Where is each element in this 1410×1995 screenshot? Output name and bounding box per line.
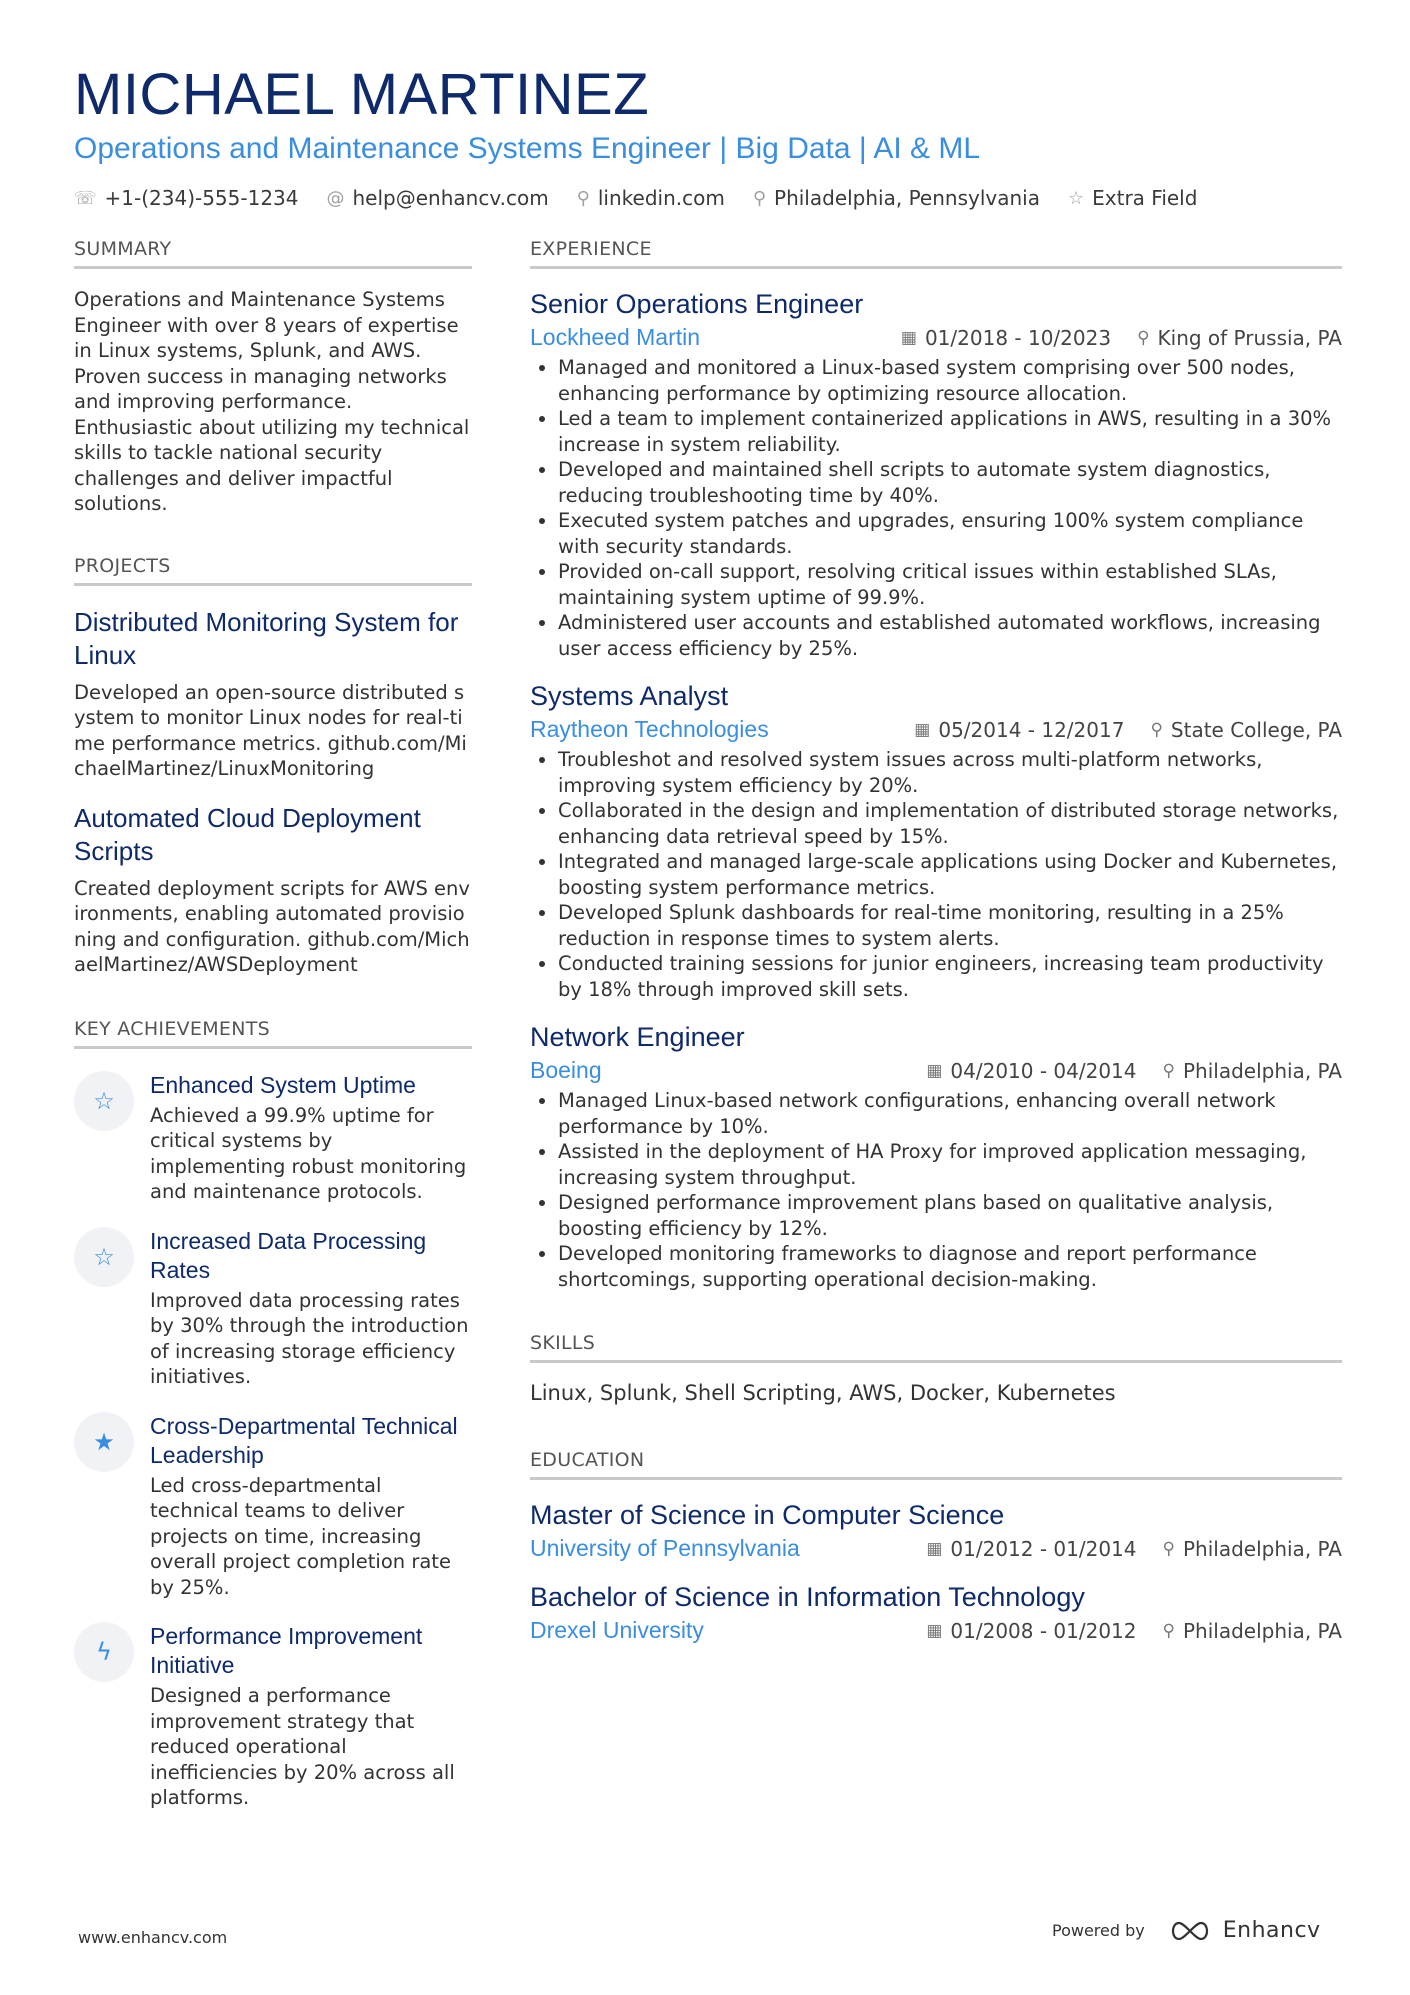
section-title-achievements: KEY ACHIEVEMENTS: [74, 1018, 472, 1049]
job-location: [1137, 326, 1342, 350]
project-desc-text: Developed an open-source distributed system to monitor Linux nodes for real-time performance metrics.: [74, 680, 465, 755]
project-link[interactable]: github.com/MichaelMartinez/AWSDeployment: [74, 927, 470, 976]
candidate-name: MICHAEL MARTINEZ: [74, 62, 650, 127]
achievement-body: [150, 1227, 472, 1390]
job-dates: [901, 326, 1111, 350]
achievement-description: Designed a performance improvement strategy that reduced operational inefficiencies by 20% across all platforms.: [150, 1684, 455, 1809]
project-desc-text: Created deployment scripts for AWS environments, enabling automated provisioning and configuration.: [74, 876, 470, 951]
skills-text: Linux, Splunk, Shell Scripting, AWS, Docker, Kubernetes: [530, 1381, 1116, 1405]
star-icon: ☆: [1067, 187, 1085, 209]
contact-item[interactable]: [577, 186, 725, 210]
bullet-item: • Designed performance improvement plans based on qualitative analysis, boosting efficiency by 12%.: [558, 1190, 1342, 1241]
bullet-item: • Executed system patches and upgrades, ensuring 100% system compliance with security standards.: [558, 508, 1342, 559]
education-meta-right: [926, 1537, 1342, 1561]
project-description: [74, 876, 472, 978]
footer-website[interactable]: www.enhancv.com: [78, 1928, 228, 1947]
bullet-item: • Managed Linux-based network configurations, enhancing overall network performance by 10%.: [558, 1088, 1342, 1139]
two-column-body: [74, 238, 1344, 1811]
education-section: [530, 1449, 1342, 1644]
projects-section: [74, 555, 472, 978]
job-meta: [530, 324, 1342, 351]
left-column: [74, 238, 472, 1811]
education-location: [1163, 1619, 1342, 1643]
contact-text: Extra Field: [1092, 186, 1198, 210]
skills-section: [530, 1332, 1342, 1405]
link-icon: ⚲: [576, 187, 590, 209]
location-pin-icon: ⚲: [1137, 327, 1150, 348]
degree-title: Master of Science in Computer Science: [530, 1500, 1005, 1530]
achievements-section: [74, 1018, 472, 1811]
education-meta-right: [926, 1619, 1342, 1643]
section-title-summary: SUMMARY: [74, 238, 472, 269]
star-outline-icon: ☆: [74, 1227, 134, 1287]
achievement-title: Cross-Departmental Technical Leadership: [150, 1412, 458, 1468]
location-pin-icon: ⚲: [1162, 1538, 1175, 1559]
education-entry: [530, 1498, 1342, 1562]
summary-text: Operations and Maintenance Systems Engineer with over 8 years of expertise in Linux systems, Splunk, and AWS. Proven success in managing networks and improving performance. Enthusiastic about utilizing my technical skills to tackle national security challenges and deliver impactful solutions.: [74, 288, 470, 515]
job-dates-text: 01/2018 - 10/2023: [924, 325, 1112, 350]
location-pin-icon: ⚲: [1150, 719, 1163, 740]
section-title-projects: PROJECTS: [74, 555, 472, 586]
project-description: [74, 680, 472, 782]
contact-text: linkedin.com: [597, 186, 725, 210]
job-bullets: [530, 1088, 1342, 1292]
project-link[interactable]: github.com/MichaelMartinez/LinuxMonitoring: [74, 731, 467, 780]
headline: Operations and Maintenance Systems Engineer | Big Data | AI & ML: [74, 132, 981, 165]
calendar-icon: ▦: [926, 1620, 943, 1641]
location-pin-icon: ⚲: [1162, 1060, 1175, 1081]
job-location: [1163, 1059, 1342, 1083]
achievement-body: [150, 1622, 472, 1811]
education-location-text: Philadelphia, PA: [1182, 1618, 1342, 1643]
achievement-description: Led cross-departmental technical teams to deliver projects on time, increasing overall project completion rate by 25%.: [150, 1473, 451, 1599]
education-location-text: Philadelphia, PA: [1182, 1536, 1342, 1561]
job-meta-right: [926, 1059, 1342, 1083]
job-meta: [530, 1057, 1342, 1084]
brand-name: Enhancv: [1222, 1918, 1321, 1943]
achievement-item: [74, 1412, 472, 1601]
project-item: [74, 606, 472, 782]
job-dates: [914, 718, 1124, 742]
experience-section: [530, 238, 1342, 1292]
job-title: Systems Analyst: [530, 681, 729, 711]
contact-text: +1-(234)-555-1234: [104, 186, 299, 210]
achievement-description: Improved data processing rates by 30% through the introduction of increasing storage efficiency initiatives.: [150, 1288, 469, 1388]
star-filled-icon: ★: [74, 1412, 134, 1472]
job-entry: [530, 1020, 1342, 1292]
infinity-logo-icon: [1167, 1919, 1213, 1943]
summary-section: [74, 238, 472, 517]
footer-powered: [1052, 1918, 1321, 1943]
achievement-body: [150, 1071, 472, 1205]
job-meta-right: [914, 718, 1342, 742]
location-icon: ⚲: [752, 187, 767, 209]
bullet-item: • Assisted in the deployment of HA Proxy for improved application messaging, increasing system throughput.: [558, 1139, 1342, 1190]
section-title-experience: EXPERIENCE: [530, 238, 1342, 269]
achievement-title: Enhanced System Uptime: [150, 1071, 416, 1098]
bullet-item: • Administered user accounts and established automated workflows, increasing user access efficiency by 25%.: [558, 610, 1342, 661]
right-column: [530, 238, 1342, 1811]
job-dates-text: 05/2014 - 12/2017: [938, 717, 1125, 742]
education-meta: [530, 1535, 1342, 1562]
contact-item[interactable]: [74, 186, 299, 210]
bullet-item: • Conducted training sessions for junior engineers, increasing team productivity by 18% through improved skill sets.: [558, 951, 1342, 1002]
at-icon: @: [326, 187, 345, 209]
contact-item[interactable]: [327, 186, 549, 210]
bullet-item: • Developed and maintained shell scripts to automate system diagnostics, reducing troubleshooting time by 40%.: [558, 457, 1342, 508]
calendar-icon: ▦: [914, 719, 931, 740]
job-dates: [926, 1059, 1136, 1083]
lightning-icon: ϟ: [74, 1622, 134, 1682]
job-location-text: Philadelphia, PA: [1182, 1058, 1342, 1083]
section-title-skills: SKILLS: [530, 1332, 1342, 1363]
job-location-text: State College, PA: [1170, 717, 1342, 742]
location-pin-icon: ⚲: [1162, 1620, 1175, 1641]
job-dates-text: 04/2010 - 04/2014: [950, 1058, 1137, 1083]
calendar-icon: ▦: [900, 327, 917, 348]
calendar-icon: ▦: [926, 1538, 943, 1559]
project-item: [74, 802, 472, 978]
education-dates: [926, 1619, 1136, 1643]
contact-item[interactable]: [753, 186, 1040, 210]
bullet-item: • Troubleshot and resolved system issues across multi-platform networks, improving system efficiency by 20%.: [558, 747, 1342, 798]
achievement-item: [74, 1071, 472, 1205]
job-entry: [530, 679, 1342, 1002]
bullet-item: • Provided on-call support, resolving critical issues within established SLAs, maintaining system uptime of 99.9%.: [558, 559, 1342, 610]
achievement-item: [74, 1622, 472, 1811]
calendar-icon: ▦: [926, 1060, 943, 1081]
star-outline-icon: ☆: [74, 1071, 134, 1131]
company-name: Lockheed Martin: [530, 324, 701, 350]
achievement-body: [150, 1412, 472, 1601]
school-name: Drexel University: [530, 1617, 704, 1643]
education-dates: [926, 1537, 1136, 1561]
bullet-item: • Integrated and managed large-scale applications using Docker and Kubernetes, boosting system performance metrics.: [558, 849, 1342, 900]
degree-title: Bachelor of Science in Information Technology: [530, 1582, 1085, 1612]
education-dates-text: 01/2012 - 01/2014: [950, 1536, 1137, 1561]
bullet-item: • Managed and monitored a Linux-based system comprising over 500 nodes, enhancing performance by optimizing resource allocation.: [558, 355, 1342, 406]
education-location: [1163, 1537, 1342, 1561]
job-location: [1150, 718, 1342, 742]
bullet-item: • Led a team to implement containerized applications in AWS, resulting in a 30% increase in system reliability.: [558, 406, 1342, 457]
company-name: Boeing: [530, 1057, 602, 1083]
job-entry: [530, 287, 1342, 661]
section-title-education: EDUCATION: [530, 1449, 1342, 1480]
job-bullets: [530, 355, 1342, 661]
phone-icon: ☏: [74, 187, 97, 209]
school-name: University of Pennsylvania: [530, 1535, 800, 1561]
project-title: Distributed Monitoring System for Linux: [74, 606, 459, 670]
achievement-title: Increased Data Processing Rates: [150, 1227, 427, 1283]
powered-by-label: Powered by: [1052, 1921, 1145, 1940]
job-bullets: [530, 747, 1342, 1002]
job-title: Network Engineer: [530, 1022, 745, 1052]
job-location-text: King of Prussia, PA: [1157, 325, 1342, 350]
company-name: Raytheon Technologies: [530, 716, 769, 742]
bullet-item: • Developed Splunk dashboards for real-time monitoring, resulting in a 25% reduction in response times to system alerts.: [558, 900, 1342, 951]
achievement-description: Achieved a 99.9% uptime for critical systems by implementing robust monitoring and maintenance protocols.: [150, 1103, 467, 1203]
education-dates-text: 01/2008 - 01/2012: [950, 1618, 1137, 1643]
contact-item[interactable]: [1068, 186, 1197, 210]
contact-text: Philadelphia, Pennsylvania: [774, 186, 1040, 210]
bullet-item: • Collaborated in the design and implementation of distributed storage networks, enhancing data retrieval speed by 15%.: [558, 798, 1342, 849]
job-title: Senior Operations Engineer: [530, 289, 864, 319]
achievement-title: Performance Improvement Initiative: [150, 1623, 423, 1678]
resume-page: [74, 60, 1344, 1809]
contact-text: help@enhancv.com: [352, 186, 549, 210]
achievement-item: [74, 1227, 472, 1390]
project-title: Automated Cloud Deployment Scripts: [74, 802, 421, 866]
contact-bar: [74, 186, 1344, 210]
job-meta: [530, 716, 1342, 743]
bullet-item: • Developed monitoring frameworks to diagnose and report performance shortcomings, supporting operational decision-making.: [558, 1241, 1342, 1292]
education-meta: [530, 1617, 1342, 1644]
enhancv-logo[interactable]: [1167, 1918, 1321, 1943]
education-entry: [530, 1580, 1342, 1644]
job-meta-right: [901, 326, 1342, 350]
